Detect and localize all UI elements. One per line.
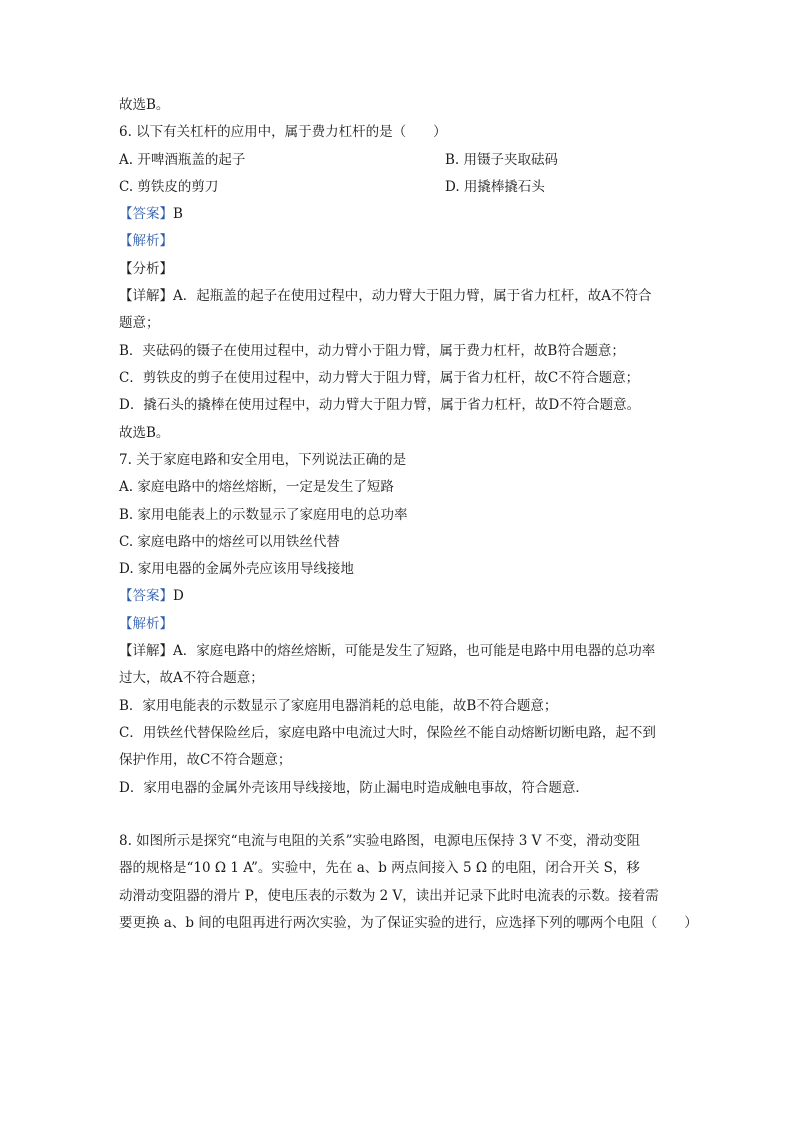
question-6-answer [119, 205, 183, 223]
answer-value: D [173, 588, 184, 604]
question-7-detail-d: D．家用电器的金属外壳该用导线接地，防止漏电时造成触电事故，符合题意． [119, 780, 589, 796]
question-7-option-d: D. 家用电器的金属外壳应该用导线接地 [119, 561, 354, 577]
question-6-option-a: A. 开啤酒瓶盖的起子 [119, 152, 246, 168]
question-6-detail-a2: 题意； [119, 315, 160, 331]
question-6-option-b: B. 用镊子夹取砝码 [445, 152, 559, 168]
question-7-detail-b: B．家用电能表的示数显示了家庭用电器消耗的总电能，故B不符合题意； [119, 698, 558, 714]
detail-tag: 【详解】 [119, 288, 173, 304]
question-7-detail-a1 [119, 642, 655, 660]
question-6-stem: 6. 以下有关杠杆的应用中，属于费力杠杆的是（ ） [119, 124, 447, 140]
question-6-conclusion: 故选B。 [119, 425, 170, 441]
question-7-detail-c1: C．用铁丝代替保险丝后，家庭电路中电流过大时，保险丝不能自动熔断切断电路，起不到 [119, 725, 656, 741]
answer-value: B [173, 206, 183, 222]
question-7-stem: 7. 关于家庭电路和安全用电，下列说法正确的是 [119, 452, 407, 468]
question-7-option-c: C. 家庭电路中的熔丝可以用铁丝代替 [119, 534, 340, 550]
detail-tag: 【详解】 [119, 643, 173, 659]
question-7-detail-a2: 过大，故A不符合题意； [119, 670, 264, 686]
question-7-jiexi-tag: 【解析】 [119, 616, 173, 632]
answer-tag: 【答案】 [119, 206, 173, 222]
question-6-detail-b: B．夹砝码的镊子在使用过程中，动力臂小于阻力臂，属于费力杠杆，故B符合题意； [119, 343, 625, 359]
line-guxuan-b-top: 故选B。 [119, 97, 170, 113]
detail-text: A．起瓶盖的起子在使用过程中，动力臂大于阻力臂，属于省力杠杆，故A不符合 [173, 288, 652, 304]
question-7-option-b: B. 家用电能表上的示数显示了家庭用电的总功率 [119, 507, 408, 523]
question-6-fenxi-tag: 【分析】 [119, 261, 173, 277]
question-8-line-2: 器的规格是“10 Ω 1 A”。实验中，先在 a、b 两点间接入 5 Ω 的电阻，闭合开关 S，移 [119, 860, 640, 876]
question-6-detail-c: C．剪铁皮的剪子在使用过程中，动力臂大于阻力臂，属于省力杠杆，故C不符合题意； [119, 370, 640, 386]
question-8-line-1: 8. 如图所示是探究“电流与电阻的关系”实验电路图，电源电压保持 3 V 不变，滑动变阻 [119, 833, 641, 849]
question-6-option-d: D. 用撬棒撬石头 [445, 179, 545, 195]
question-6-detail-a1 [119, 287, 652, 305]
detail-text: A．家庭电路中的熔丝熔断，可能是发生了短路，也可能是电路中用电器的总功率 [173, 643, 656, 659]
question-7-option-a: A. 家庭电路中的熔丝熔断，一定是发生了短路 [119, 479, 394, 495]
question-7-answer [119, 587, 184, 605]
answer-tag: 【答案】 [119, 588, 173, 604]
question-7-detail-c2: 保护作用，故C不符合题意； [119, 752, 292, 768]
question-8-line-3: 动滑动变阻器的滑片 P，使电压表的示数为 2 V，读出并记录下此时电流表的示数。接着需 [119, 888, 659, 904]
question-8-line-4: 要更换 a、b 间的电阻再进行两次实验，为了保证实验的进行，应选择下列的哪两个电阻（ ） [119, 915, 698, 931]
question-6-detail-d: D．撬石头的撬棒在使用过程中，动力臂大于阻力臂，属于省力杠杆，故D不符合题意。 [119, 397, 641, 413]
question-6-jiexi-tag: 【解析】 [119, 233, 173, 249]
question-6-option-c: C. 剪铁皮的剪刀 [119, 179, 219, 195]
